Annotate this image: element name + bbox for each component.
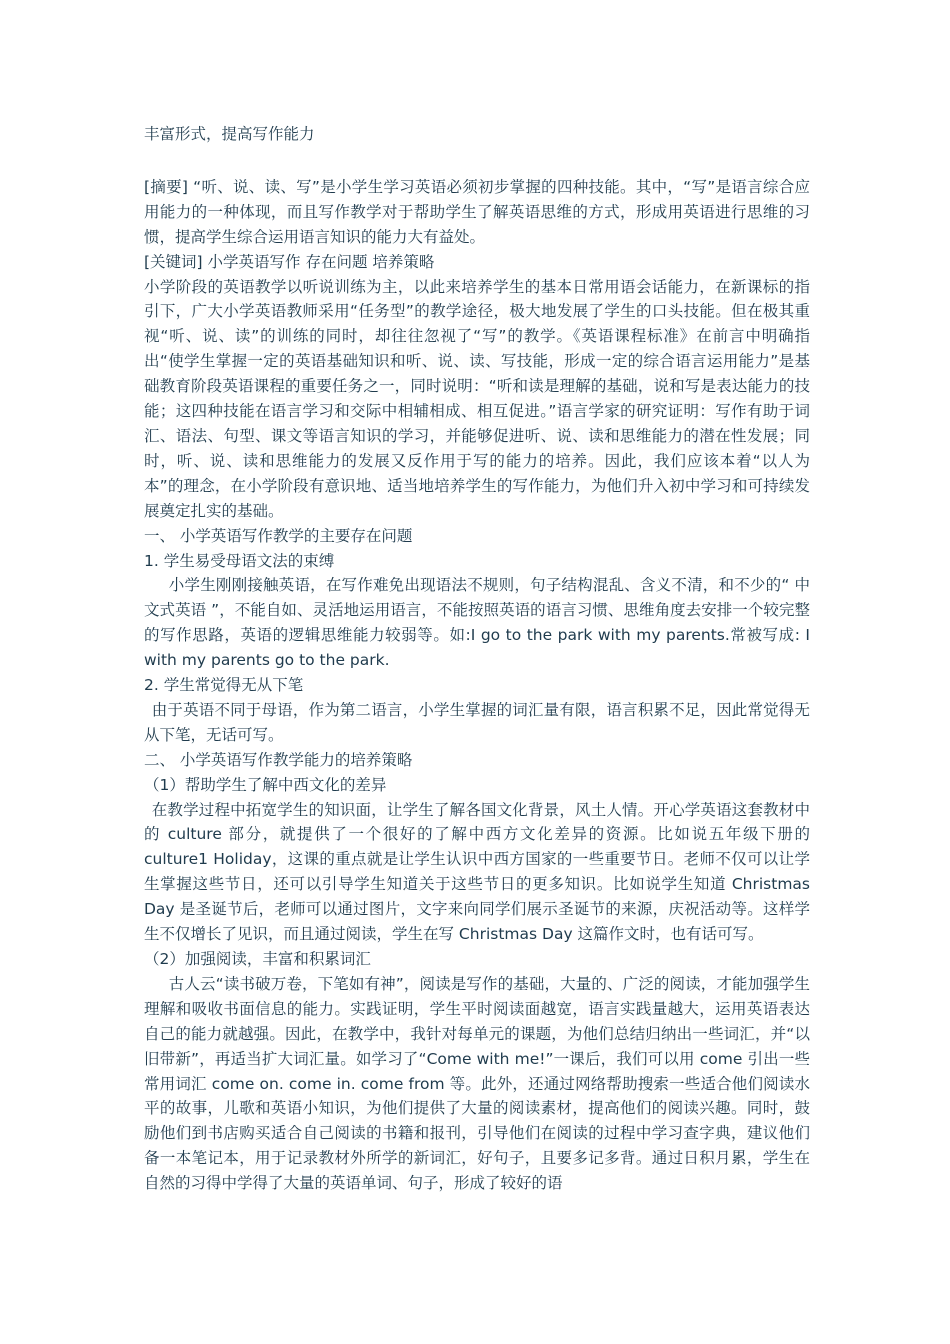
intro-paragraph: 小学阶段的英语教学以听说训练为主，以此来培养学生的基本日常用语会话能力，在新课标的指引下，广大小学英语教师采用“任务型”的教学途径，极大地发展了学生的口头技能。但在极其重视“听、说、读”的训练的同时，却往往忽视了“写”的教学。《英语课程标准》在前言中明确指出“使学生掌握一定的英语基础知识和听、说、读、写技能，形成一定的综合语言运用能力”是基础教育阶段英语课程的重要任务之一，同时说明：“听和读是理解的基础，说和写是表达能力的技能；这四种技能在语言学习和交际中相辅相成、相互促进。”语言学家的研究证明：写作有助于词汇、语法、句型、课文等语言知识的学习，并能够促进听、说、读和思维能力的潜在性发展；同时，听、说、读和思维能力的发展又反作用于写的能力的培养。因此，我们应该本着“以人为本”的理念，在小学阶段有意识地、适当地培养学生的写作能力，为他们升入初中学习和可持续发展奠定扎实的基础。 <box>144 277 810 520</box>
section-1-item-1-heading: 1. 学生易受母语文法的束缚 <box>144 551 335 570</box>
section-2-heading: 二、 小学英语写作教学能力的培养策略 <box>144 750 413 769</box>
section-2-item-2-body: 古人云“读书破万卷，下笔如有神”，阅读是写作的基础，大量的、广泛的阅读，才能加强学生理解和吸收书面信息的能力。实践证明，学生平时阅读面越宽，语言实践量越大，运用英语表达自己的能力就越强。因此，在教学中，我针对每单元的课题，为他们总结归纳出一些词汇，并“以旧带新”，再适当扩大词汇量。如学习了“Come with me!”一课后，我们可以用 come 引出一些常用词汇 come on. come in. come from 等。此外，还通过网络帮助搜索一些适合他们阅读水平的故事，儿歌和英语小知识，为他们提供了大量的阅读素材，提高他们的阅读兴趣。同时，鼓励他们到书店购买适合自己阅读的书籍和报刊，引导他们在阅读的过程中学习查字典，建议他们备一本笔记本，用于记录教材外所学的新词汇，好句子，且要多记多背。通过日积月累，学生在自然的习得中学得了大量的英语单词、句子，形成了较好的语 <box>144 974 810 1193</box>
document-title: 丰富形式，提高写作能力 <box>144 125 315 143</box>
section-1-item-2-heading: 2. 学生常觉得无从下笔 <box>144 676 304 695</box>
section-1-heading: 一、 小学英语写作教学的主要存在问题 <box>144 526 413 545</box>
section-2-item-1-heading: （1）帮助学生了解中西文化的差异 <box>144 775 387 794</box>
keywords-line: [关键词] 小学英语写作 存在问题 培养策略 <box>144 252 435 271</box>
section-2-item-1-body: 在教学过程中拓宽学生的知识面，让学生了解各国文化背景，风土人情。开心学英语这套教材中的 culture 部分，就提供了一个很好的了解中西方文化差异的资源。比如说五年级下册的 culture1 Holiday，这课的重点就是让学生认识中西方国家的一些重要节日。老师不仅可以让学生掌握这些节日，还可以引导学生知道关于这些节日的更多知识。比如说学生知道 Christmas Day 是圣诞节后，老师可以通过图片，文字来向同学们展示圣诞节的来源，庆祝活动等。这样学生不仅增长了见识，而且通过阅读，学生在写 Christmas Day 这篇作文时，也有话可写。 <box>144 800 810 944</box>
abstract-paragraph: [摘要] “听、说、读、写”是小学生学习英语必须初步掌握的四种技能。其中，“写”是语言综合应用能力的一种体现，而且写作教学对于帮助学生了解英语思维的方式，形成用英语进行思维的习惯，提高学生综合运用语言知识的能力大有益处。 <box>144 177 810 246</box>
section-1-item-1-body: 小学生刚刚接触英语，在写作难免出现语法不规则，句子结构混乱、含义不清，和不少的“ 中文式英语 ”，不能自如、灵活地运用语言，不能按照英语的语言习惯、思维角度去安排一个较完整的写作思路，英语的逻辑思维能力较弱等。如:I go to the park with my parents.常被写成: I with my parents go to the park. <box>144 576 810 670</box>
document-body <box>144 122 810 1196</box>
section-1-item-2-body: 由于英语不同于母语，作为第二语言，小学生掌握的词汇量有限，语言积累不足，因此常觉得无从下笔，无话可写。 <box>144 700 810 744</box>
section-2-item-2-heading: （2）加强阅读，丰富和积累词汇 <box>144 950 371 968</box>
